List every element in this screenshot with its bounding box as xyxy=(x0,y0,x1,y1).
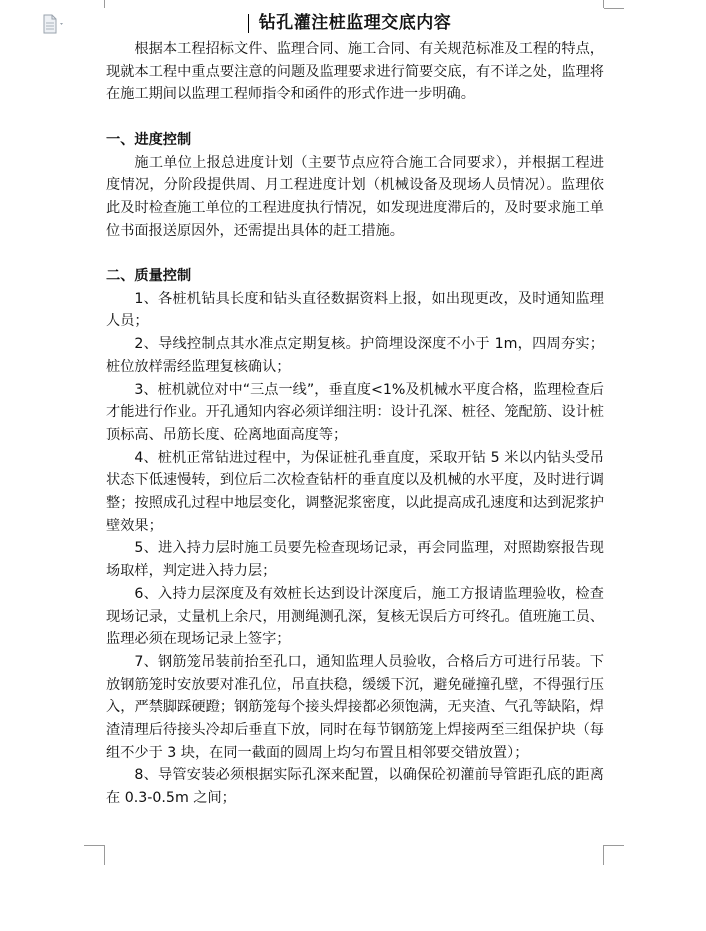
crop-mark-bottom-left-v xyxy=(104,845,105,865)
quality-item: 5、进入持力层时施工员要先检查现场记录，再会同监理，对照勘察报告现场取样，判定进入持力层； xyxy=(106,540,604,580)
quality-item: 3、桩机就位对中“三点一线”，垂直度<1%及机械水平度合格，监理检查后才能进行作业。开孔通知内容必须详细注明：设计孔深、桩径、笼配筋、设计桩顶标高、吊筋长度、砼离地面高度等； xyxy=(106,381,604,443)
document-title: 钻孔灌注桩监理交底内容 xyxy=(258,13,452,33)
section-heading-progress: 一、进度控制 xyxy=(106,131,192,148)
quality-item: 6、入持力层深度及有效桩长达到设计深度后，施工方报请监理验收，检查现场记录，丈量机上余尺，用测绳测孔深，复核无误后方可终孔。值班施工员、监理必须在现场记录上签字； xyxy=(106,585,604,648)
progress-paragraph: 施工单位上报总进度计划（主要节点应符合施工合同要求），并根据工程进度情况，分阶段提供周、月工程进度计划（机械设备及现场人员情况）。监理依此及时检查施工单位的工程进度执行情况，如发现进度滞后的，及时要求施工单位书面报送原因外，还需提出具体的赶工措施。 xyxy=(106,154,604,239)
quality-item: 8、导管安装必须根据实际孔深来配置，以确保砼初灌前导管距孔底的距离在 0.3-0.5m 之间； xyxy=(106,767,604,807)
quality-item: 1、各桩机钻具长度和钻头直径数据资料上报，如出现更改，及时通知监理人员； xyxy=(106,290,604,330)
quality-item: 7、钢筋笼吊装前抬至孔口，通知监理人员验收，合格后方可进行吊装。下放钢筋笼时安放要对准孔位，吊直扶稳，缓缓下沉，避免碰撞孔壁，不得强行压入，严禁脚踩硬蹬；钢筋笼每个接头焊接都必须饱满，无夹渣、气孔等缺陷，焊渣清理后待接头冷却后垂直下放，同时在每节钢筋笼上焊接两至三组保护块（每组不少于 3 块，在同一截面的圆周上均匀布置且相邻要交错放置）； xyxy=(106,653,604,761)
quality-item: 2、导线控制点其水准点定期复核。护筒埋设深度不小于 1m，四周夯实；桩位放样需经监理复核确认； xyxy=(106,336,604,375)
section-heading-quality: 二、质量控制 xyxy=(106,268,192,284)
crop-mark-bottom-right-v xyxy=(603,845,604,865)
document-body[interactable] xyxy=(106,8,604,810)
quality-item: 4、桩机正常钻进过程中，为保证桩孔垂直度，采取开钻 5 米以内钻头受吊状态下低速慢转，到位后二次检查钻杆的垂直度以及机械的水平度，及时进行调整；按照成孔过程中地层变化，调整泥浆密度，以此提高成孔速度和达到泥浆护壁效果； xyxy=(106,449,604,534)
crop-mark-top-right-h xyxy=(604,8,624,9)
crop-mark-top-right-v xyxy=(603,0,604,8)
document-icon[interactable] xyxy=(42,14,66,34)
crop-mark-bottom-left-h xyxy=(84,845,104,846)
text-cursor xyxy=(248,14,249,33)
intro-paragraph: 根据本工程招标文件、监理合同、施工合同、有关规范标准及工程的特点，现就本工程中重点要注意的问题及监理要求进行简要交底，有不详之处，监理将在施工期间以监理工程师指令和函件的形式作进一步明确。 xyxy=(106,41,604,103)
crop-mark-bottom-right-h xyxy=(604,845,624,846)
crop-mark-top-left-v xyxy=(104,0,105,8)
chevron-down-icon xyxy=(60,23,63,25)
